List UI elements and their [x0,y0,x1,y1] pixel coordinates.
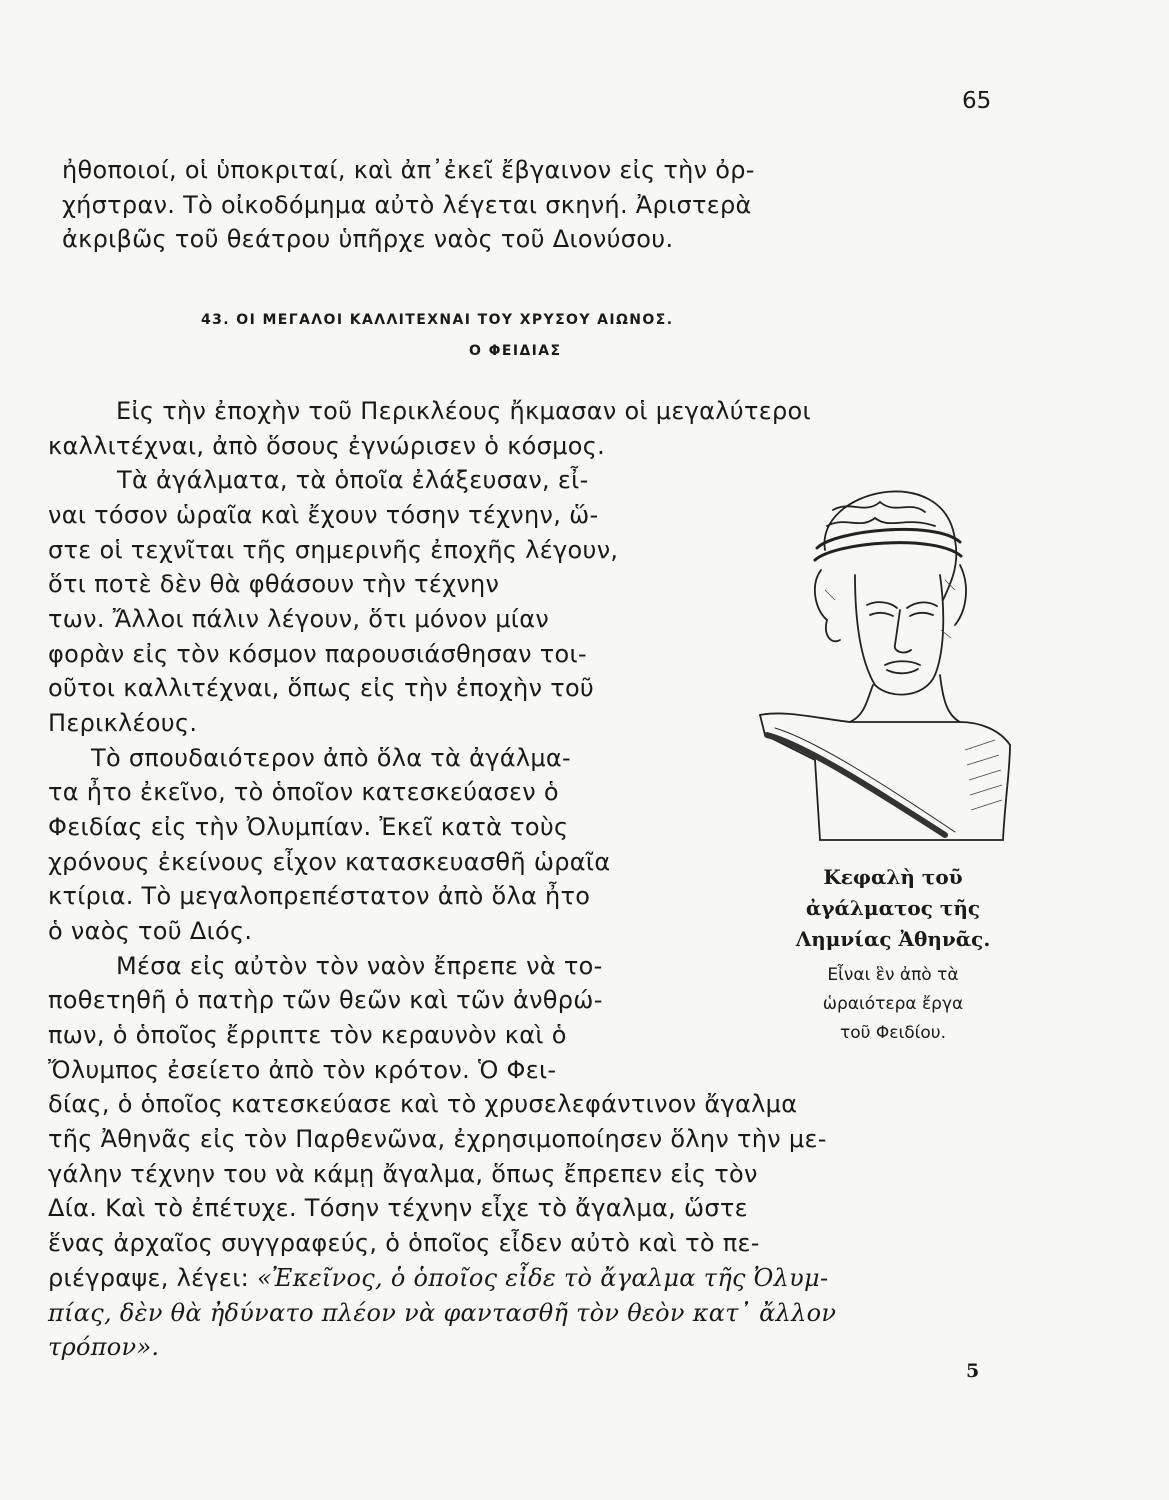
quote-line-3: τρόπον». [48,1333,160,1361]
intro-line-2: χήστραν. Τὸ οἰκοδόμημα αὐτὸ λέγεται σκηνή. Ἀριστερὰ [62,191,752,219]
intro-line-3: ἀκριβῶς τοῦ θεάτρου ὑπῆρχε ναὸς τοῦ Διονύσου. [62,225,674,253]
body-line: κτίρια. Τὸ μεγαλοπρεπέστατον ἀπὸ ὅλα ἦτο [48,882,591,910]
signature-mark: 5 [966,1360,980,1382]
caption-title-line: ἀγάλματος τῆς [805,896,981,920]
body-line: καλλιτέχναι, ἀπὸ ὅσους ἐγνώρισεν ὁ κόσμος. [48,432,606,460]
athena-lemnia-bust-illustration [755,460,1020,845]
body-line: ὁ ναὸς τοῦ Διός. [48,917,253,945]
caption-title-line: Κεφαλὴ τοῦ [823,865,963,889]
body-line: τῆς Ἀθηνᾶς εἰς τὸν Παρθενῶνα, ἐχρησιμοποίησεν ὅλην τὴν με- [48,1125,827,1153]
body-line: Τὰ ἀγάλματα, τὰ ὁποῖα ἐλάξευσαν, εἶ- [117,466,589,494]
body-line: Μέσα εἰς αὐτὸν τὸν ναὸν ἔπρεπε νὰ το- [116,952,603,980]
intro-line-1: ἠθοποιοί, οἱ ὑποκριταί, καὶ ἀπ᾿ἐκεῖ ἔβγαινον εἰς τὴν ὀρ- [62,156,755,184]
body-line: Δία. Καὶ τὸ ἐπέτυχε. Τόσην τέχνην εἶχε τὸ ἄγαλμα, ὥστε [48,1194,748,1222]
section-subheading: Ο ΦΕΙΔΙΑΣ [469,343,562,359]
body-line: Ὄλυμπος ἐσείετο ἀπὸ τὸν κρότον. Ὁ Φει- [48,1056,557,1084]
body-line: γάλην τέχνην του νὰ κάμῃ ἄγαλμα, ὅπως ἔπρεπεν εἰς τὸν [48,1160,758,1188]
body-line: των. Ἄλλοι πάλιν λέγουν, ὅτι μόνον μίαν [48,605,550,633]
body-line: Τὸ σπουδαιότερον ἀπὸ ὅλα τὰ ἀγάλμα- [91,744,571,772]
quote-line-2: πίας, δὲν θὰ ἠδύνατο πλέον νὰ φαντασθῆ τὸν θεὸν κατ᾿ ἄλλον [48,1299,837,1327]
body-line: οῦτοι καλλιτέχναι, ὅπως εἰς τὴν ἐποχὴν τοῦ [48,674,595,702]
body-line: Φειδίας εἰς τὴν Ὀλυμπίαν. Ἐκεῖ κατὰ τοὺς [48,813,569,841]
body-line: ποθετηθῆ ὁ πατὴρ τῶν θεῶν καὶ τῶν ἀνθρώ- [48,986,603,1014]
body-line: ὅτι ποτὲ δὲν θὰ φθάσουν τὴν τέχνην [48,570,500,598]
body-line: στε οἱ τεχνῖται τῆς σημερινῆς ἐποχῆς λέγουν, [48,536,619,564]
figure-caption [768,862,1018,1048]
caption-title-line: Λημνίας Ἀθηνᾶς. [795,927,991,951]
page-number: 65 [962,88,992,114]
section-heading: 43. ΟΙ ΜΕΓΑΛΟΙ ΚΑΛΛΙΤΕΧΝΑΙ ΤΟΥ ΧΡΥΣΟΥ ΑΙΩΝΟΣ. [201,312,674,328]
body-line: ἕνας ἀρχαῖος συγγραφεύς, ὁ ὁποῖος εἶδεν αὐτὸ καὶ τὸ πε- [48,1229,760,1257]
quote-italic-start: «Ἐκεῖνος, ὁ ὁποῖος εἶδε τὸ ἄγαλμα τῆς Ὀλυμ- [256,1264,829,1292]
quote-line-1 [48,1263,828,1293]
quote-intro: ριέγραψε, λέγει: [48,1264,257,1292]
body-line: τα ἦτο ἐκεῖνο, τὸ ὁποῖον κατεσκεύασεν ὁ [48,778,559,806]
body-line: πων, ὁ ὁποῖος ἔρριπτε τὸν κεραυνὸν καὶ ὁ [48,1021,567,1049]
body-line: φορὰν εἰς τὸν κόσμον παρουσιάσθησαν τοι- [48,640,587,668]
body-line: δίας, ὁ ὁποῖος κατεσκεύασε καὶ τὸ χρυσελεφάντινον ἄγαλμα [48,1090,798,1118]
body-line: ναι τόσον ὡραῖα καὶ ἔχουν τόσην τέχνην, ὥ- [48,501,599,529]
caption-text-line: τοῦ Φειδίου. [840,1023,946,1043]
body-line: Εἰς τὴν ἐποχὴν τοῦ Περικλέους ἤκμασαν οἱ μεγαλύτεροι [116,397,811,425]
caption-text-line: Εἶναι ἓν ἀπὸ τὰ [827,965,959,985]
body-line: χρόνους ἐκείνους εἶχον κατασκευασθῆ ὡραῖα [48,848,611,876]
body-line: Περικλέους. [48,709,198,737]
caption-text-line: ὡραιότερα ἔργα [822,994,964,1014]
